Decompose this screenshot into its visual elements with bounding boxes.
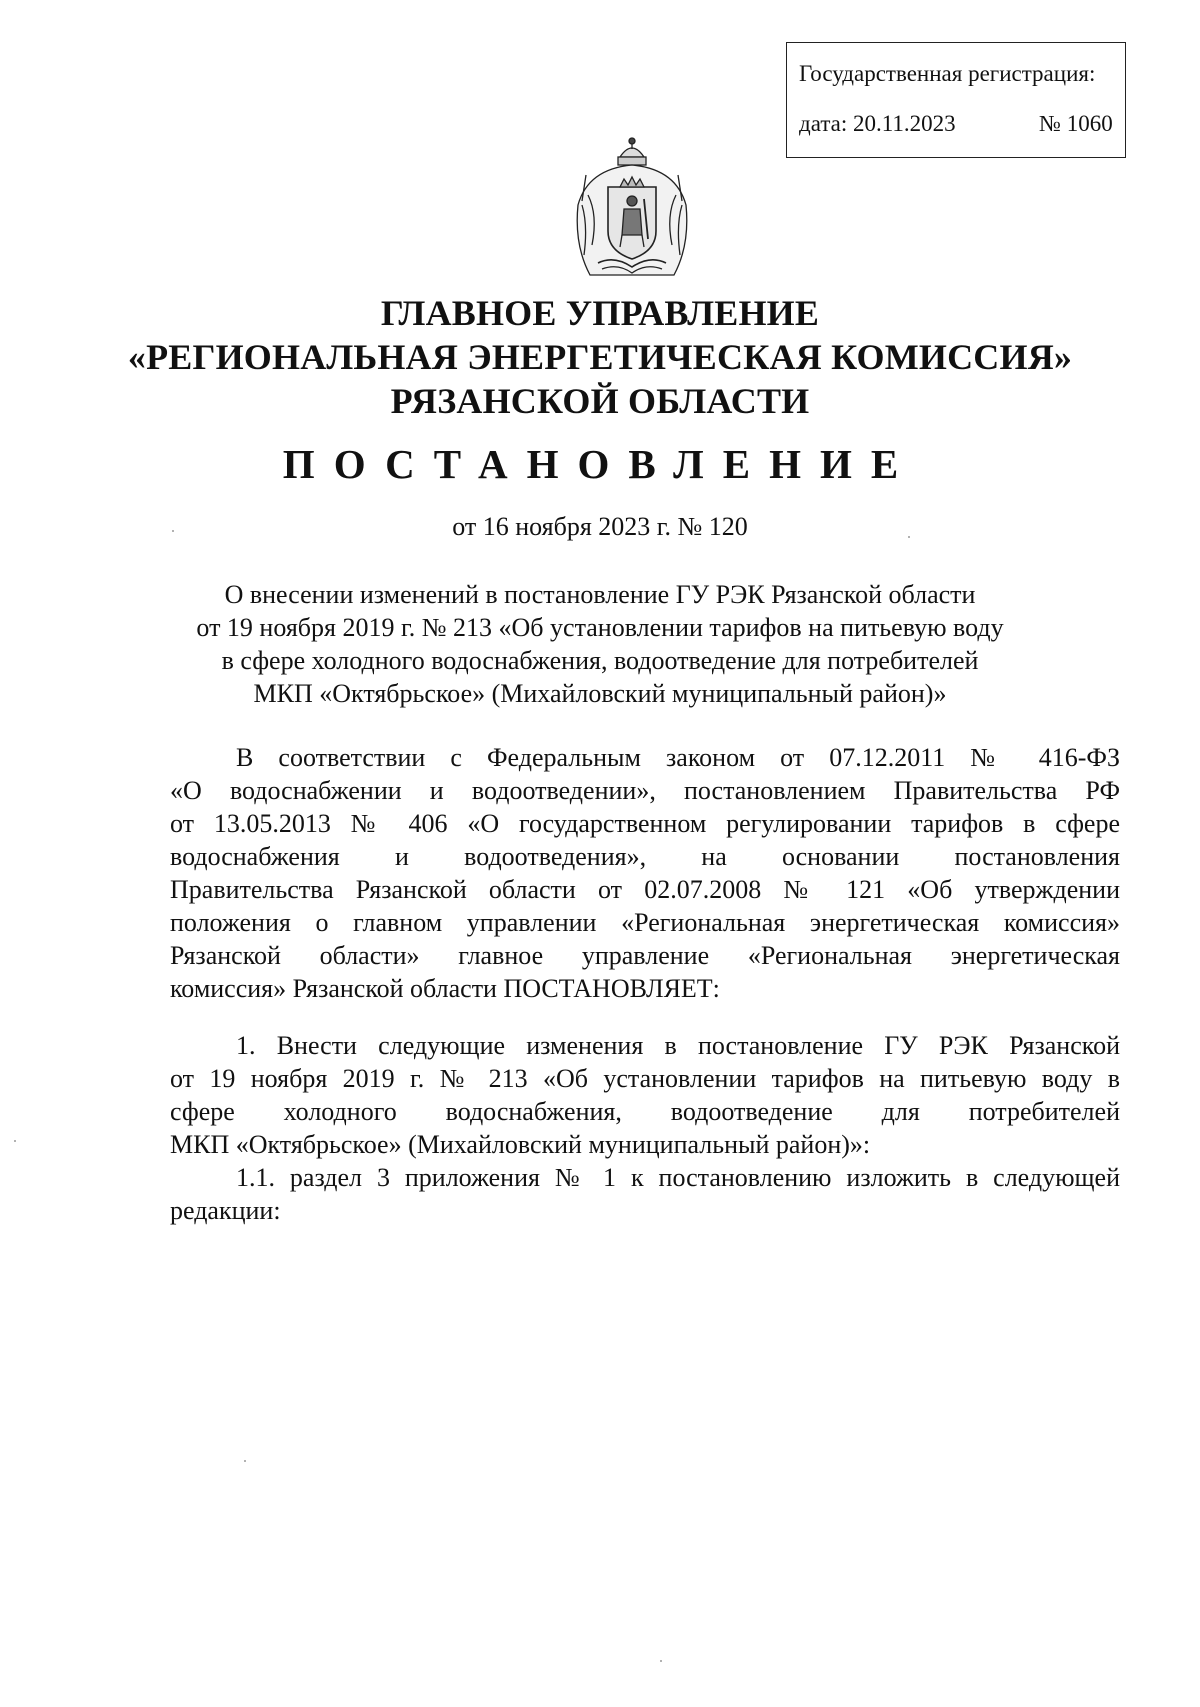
registration-number: № 1060 (1039, 111, 1113, 136)
preamble-line: Правительства Рязанской области от 02.07.2008 № 121 «Об утверждении (170, 875, 1120, 904)
clause-1-line: от 19 ноября 2019 г. № 213 «Об установлении тарифов на питьевую воду в (170, 1064, 1120, 1093)
registration-stamp (786, 42, 1126, 158)
preamble-line: положения о главном управлении «Региональная энергетическая комиссия» (170, 908, 1120, 937)
document-date-number: от 16 ноября 2023 г. № 120 (452, 512, 748, 541)
clause-1-1-line: 1.1. раздел 3 приложения № 1 к постановлению изложить в следующей (236, 1163, 1120, 1192)
org-name-line-3: РЯЗАНСКОЙ ОБЛАСТИ (390, 381, 810, 421)
registration-title: Государственная регистрация: (799, 61, 1096, 86)
registration-date: дата: 20.11.2023 (799, 111, 956, 136)
document-type-title: ПОСТАНОВЛЕНИЕ (282, 441, 918, 487)
scan-speck (660, 1660, 662, 1662)
scan-speck (244, 1460, 246, 1462)
scan-speck (14, 1140, 16, 1142)
clause-1-line: 1. Внести следующие изменения в постановление ГУ РЭК Рязанской (236, 1031, 1120, 1060)
coat-of-arms-icon (568, 135, 696, 283)
preamble-line: Рязанской области» главное управление «Региональная энергетическая (170, 941, 1120, 970)
preamble-line: от 13.05.2013 № 406 «О государственном регулировании тарифов в сфере (170, 809, 1120, 838)
scan-speck (908, 536, 910, 538)
scan-speck (172, 530, 174, 532)
subject-line: МКП «Октябрьское» (Михайловский муниципальный район)» (253, 679, 947, 708)
org-name-line-1: ГЛАВНОЕ УПРАВЛЕНИЕ (380, 293, 820, 333)
preamble-line: комиссия» Рязанской области ПОСТАНОВЛЯЕТ: (170, 974, 720, 1003)
preamble-line: «О водоснабжении и водоотведении», постановлением Правительства РФ (170, 776, 1120, 805)
preamble-line: В соответствии с Федеральным законом от 07.12.2011 № 416-ФЗ (236, 743, 1120, 772)
subject-line: от 19 ноября 2019 г. № 213 «Об установлении тарифов на питьевую воду (196, 613, 1004, 642)
clause-1-line: сфере холодного водоснабжения, водоотведение для потребителей (170, 1097, 1120, 1126)
clause-1-line: МКП «Октябрьское» (Михайловский муниципальный район)»: (170, 1130, 871, 1159)
preamble-line: водоснабжения и водоотведения», на основании постановления (170, 842, 1120, 871)
subject-line: О внесении изменений в постановление ГУ РЭК Рязанской области (224, 580, 976, 609)
clause-1-1-line: редакции: (170, 1196, 281, 1225)
subject-line: в сфере холодного водоснабжения, водоотведение для потребителей (221, 646, 979, 675)
org-name-line-2: «РЕГИОНАЛЬНАЯ ЭНЕРГЕТИЧЕСКАЯ КОМИССИЯ» (127, 337, 1073, 377)
